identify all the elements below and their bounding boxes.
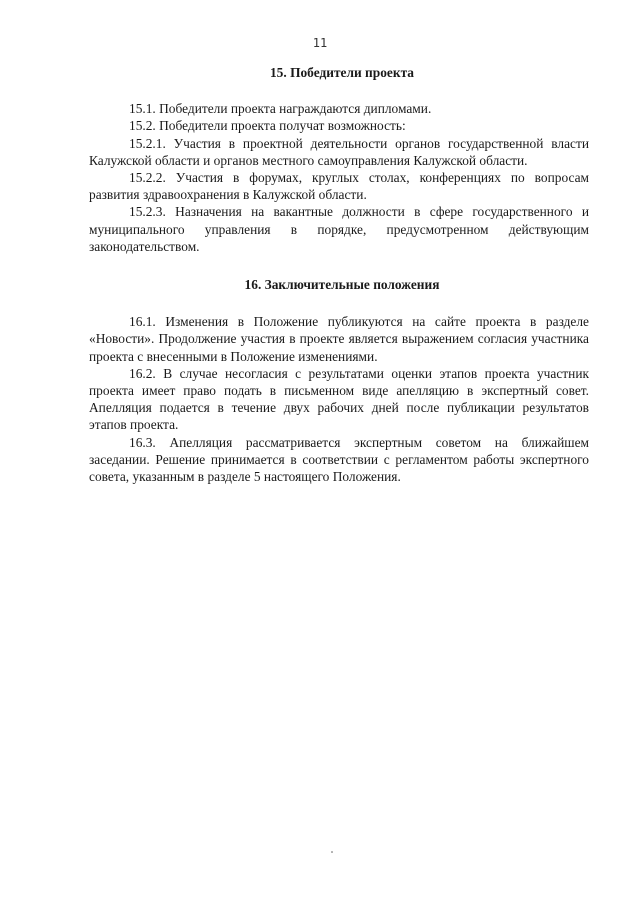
section-16-heading: 16. Заключительные положения: [244, 277, 440, 293]
scan-speck: [331, 851, 333, 853]
paragraph-15-2: 15.2. Победители проекта получат возможность:: [129, 118, 406, 134]
paragraph-16-3: 16.3. Апелляция рассматривается экспертным советом на ближайшем заседании. Решение принимается в соответствии с регламентом работы экспертного совета, указанным в разделе 5 настоящего Положения.: [89, 434, 589, 485]
page-number: 11: [312, 36, 328, 50]
paragraph-15-2-1: 15.2.1. Участия в проектной деятельности органов государственной власти Калужской области и органов местного самоуправления Калужской области.: [89, 135, 589, 168]
paragraph-16-2: 16.2. В случае несогласия с результатами оценки этапов проекта участник проекта имеет право подать в письменном виде апелляцию в экспертный совет. Апелляция подается в течение двух рабочих дней после публикации результатов этапов проекта.: [89, 365, 589, 433]
paragraph-16-1: 16.1. Изменения в Положение публикуются на сайте проекта в разделе «Новости». Продолжение участия в проекте является выражением согласия участника проекта с внесенными в Положение изменениями.: [89, 314, 589, 364]
paragraph-15-2-3: 15.2.3. Назначения на вакантные должности в сфере государственного и муниципального управления в порядке, предусмотренном действующим законодательством.: [89, 204, 589, 254]
paragraph-15-2-2: 15.2.2. Участия в форумах, круглых столах, конференциях по вопросам развития здравоохранения в Калужской области.: [89, 170, 589, 203]
section-15-heading: 15. Победители проекта: [269, 65, 415, 80]
document-body: [89, 64, 589, 485]
paragraph-15-1: 15.1. Победители проекта награждаются дипломами.: [129, 101, 432, 117]
